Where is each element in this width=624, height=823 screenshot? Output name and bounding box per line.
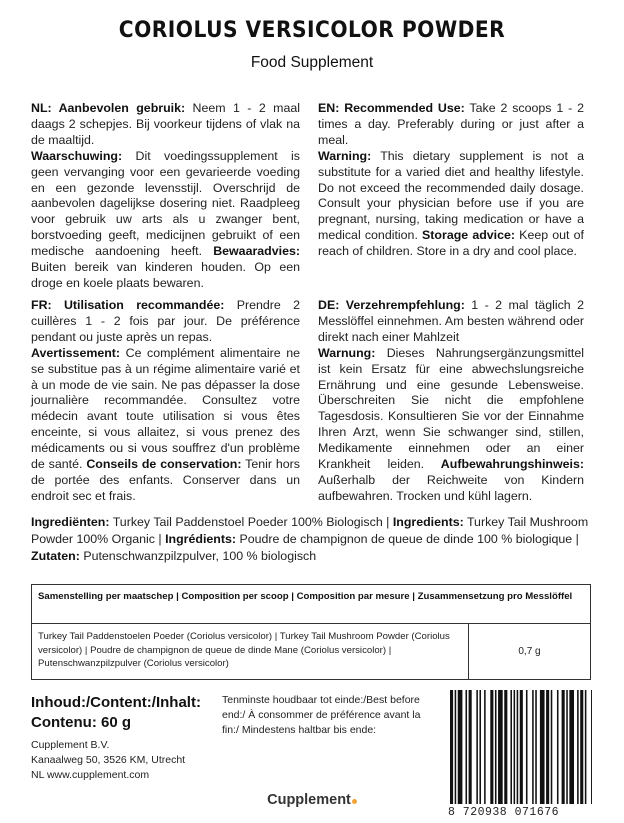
dutch-instructions [31, 101, 300, 292]
fr-storage-label: Conseils de conservation: [82, 457, 242, 472]
en-use-text: Take 2 scoops 1 - 2 times a day. Preferably during or just after a meal. [318, 101, 584, 147]
barcode-bar [455, 690, 457, 804]
composition-description: Turkey Tail Paddenstoelen Poeder (Coriolus versicolor) | Turkey Tail Mushroom Powder (Coriolus versicolor) | Poudre de champignon de queue de dinde Mane (Coriolus versicolor) | Putenschwanzpilzpulver (Coriolus versicolor) [32, 624, 469, 679]
composition-row [32, 624, 590, 679]
ingredients-fr-text: Poudre de champignon de queue de dinde 100 % biologique | [236, 532, 579, 546]
ingredients-fr-label: Ingrédients: [165, 532, 236, 546]
composition-table [31, 584, 591, 680]
de-storage-text: Außerhalb der Reichweite von Kindern aufbewahren. Trocken und kühl lagern. [318, 472, 584, 503]
barcode-bar [520, 690, 523, 804]
en-storage-label: Storage advice: [417, 228, 516, 243]
barcode-bar [585, 690, 587, 804]
nl-use-label: NL: Aanbevolen gebruik: [31, 101, 186, 115]
barcode-bar [546, 690, 549, 804]
nl-warning-label: Waarschuwing: [31, 148, 123, 163]
barcode-bar [450, 690, 453, 804]
barcode-bar [510, 690, 512, 804]
composition-header: Samenstelling per maatschep | Composition per scoop | Composition par mesure | Zusammensetzung pro Messlöffel [32, 585, 590, 624]
barcode-bar [557, 690, 559, 804]
barcode-bar [580, 690, 583, 804]
english-instructions [318, 101, 584, 260]
barcode-bar [466, 690, 468, 804]
de-use-label: DE: Verzehrempfehlung: [318, 298, 465, 312]
barcode-bar [591, 690, 592, 804]
de-warning-text: Dieses Nahrungsergänzungsmittel ist kein Ersatz für eine abwechslungsreiche Ernährung und eine gesunde Lebensweise. Überschreiten Sie nicht die empfohlene Tagesdosis. Konsultieren Sie vor der Einnahme Ihren Arzt, wenn Sie schwanger sind, stillen, Medikamente einnehmen oder an einer Krankheit leiden. [318, 345, 584, 472]
composition-value: 0,7 g [518, 646, 541, 657]
en-warning-text: This dietary supplement is not a substitute for a varied diet and healthy lifestyle. Do not exceed the recommended daily dosage. Consult your physician before use if you are pregnant, nursing, taking medication or have a medical condition. [318, 148, 584, 243]
fr-use-label: FR: Utilisation recommandée: [31, 298, 225, 312]
barcode-bar [535, 690, 537, 804]
ingredients-de-label: Zutaten: [31, 549, 80, 563]
de-use-text: 1 - 2 mal täglich 2 Messlöffel einnehmen. Am besten während oder direkt nach einer Mahlzeit [318, 298, 584, 344]
fr-warning-label: Avertissement: [31, 345, 121, 360]
best-before-text: Tenminste houdbaar tot einde:/Best before end:/ À consommer de préférence avant la fin:/ Mindestens haltbar bis ende: [222, 694, 421, 736]
fr-use-text: Prendre 2 cuillères 1 - 2 fois par jour. De préférence pendant ou juste après un repas. [31, 298, 301, 344]
german-instructions [318, 298, 584, 505]
barcode-bar [498, 690, 503, 804]
ingredients-list [31, 514, 591, 565]
de-warning-label: Warnung: [318, 345, 376, 360]
barcode-digits: 8 720938 071676 [448, 806, 560, 819]
nl-storage-label: Bewaaradvies: [202, 244, 300, 259]
ingredients-nl-label: Ingrediënten: [31, 515, 110, 529]
ingredients-nl-text: Turkey Tail Paddenstoel Poeder 100% Biologisch | [109, 515, 393, 529]
nl-use-text: Neem 1 - 2 maal daags 2 schepjes. Bij voorkeur tijdens of vlak na de maaltijd. [31, 101, 300, 147]
de-storage-label: Aufbewahrungshinweis: [424, 457, 584, 472]
product-title: CORIOLUS VERSICOLOR POWDER [118, 18, 506, 43]
brand-name: Cupplement [267, 792, 351, 808]
barcode-bar [495, 690, 497, 804]
fr-storage-text: Tenir hors de portée des enfants. Conserver dans un endroit sec et frais. [31, 457, 300, 503]
barcode-icon [448, 690, 592, 804]
company-name: Cupplement B.V. [31, 739, 110, 751]
nl-storage-text: Buiten bereik van kinderen houden. Op een droge en koele plaats bewaren. [31, 260, 300, 290]
ingredients-en-text: Turkey Tail Mushroom Powder 100% Organic | [31, 515, 589, 546]
barcode-bar [540, 690, 545, 804]
barcode-bar [566, 690, 568, 804]
nl-warning-text: Dit voedingssupplement is geen vervanging voor een gevarieerde voeding en een gezonde levensstijl. Overschrijd de aanbevolen dagelijkse dosering niet. Raadpleeg voor gebruik uw arts als u zwanger bent, borstvoeding geeft, medicijnen gebruikt of een medische aandoening heeft. [31, 148, 300, 259]
barcode-bar [562, 690, 565, 804]
ingredients-en-label: Ingredients: [392, 515, 464, 529]
fr-warning-text: Ce complément alimentaire ne se substitue pas à un régime alimentaire varié et à un mode de vie sain. Ne pas dépasser la dose journalière recommandée. Consultez votre médecin avant toute utilisation si vous êtes enceinte, si vous allaitez, si vous prenez des médicaments ou si vous souffrez d'un problème de santé. [31, 345, 300, 472]
barcode-bar [569, 690, 574, 804]
barcode-bar [458, 690, 463, 804]
product-subtitle: Food Supplement [250, 54, 374, 71]
barcode-bar [479, 690, 481, 804]
barcode-bar [490, 690, 493, 804]
barcode-bar [532, 690, 534, 804]
barcode-bar [514, 690, 516, 804]
en-use-label: EN: Recommended Use: [318, 101, 465, 115]
contents-weight: Contenu: 60 g [31, 714, 131, 731]
barcode-bar [517, 690, 519, 804]
en-storage-text: Keep out of reach of children. Store in a dry and cool place. [318, 228, 584, 259]
barcode-bar [551, 690, 553, 804]
contents-label: Inhoud:/Content:/Inhalt: [31, 694, 201, 711]
barcode-bar [469, 690, 472, 804]
barcode-bar [526, 690, 528, 804]
brand-dot-icon [352, 799, 357, 804]
company-website: NL www.cupplement.com [31, 769, 150, 781]
barcode-bar [504, 690, 507, 804]
company-info [31, 738, 185, 783]
barcode-bar [476, 690, 478, 804]
ingredients-de-text: Putenschwanzpilzpulver, 100 % biologisch [79, 549, 317, 563]
en-warning-label: Warning: [318, 148, 372, 163]
barcode-bar [577, 690, 579, 804]
barcode-bar [484, 690, 486, 804]
french-instructions [31, 298, 300, 505]
company-address: Kanaalweg 50, 3526 KM, Utrecht [31, 754, 186, 766]
